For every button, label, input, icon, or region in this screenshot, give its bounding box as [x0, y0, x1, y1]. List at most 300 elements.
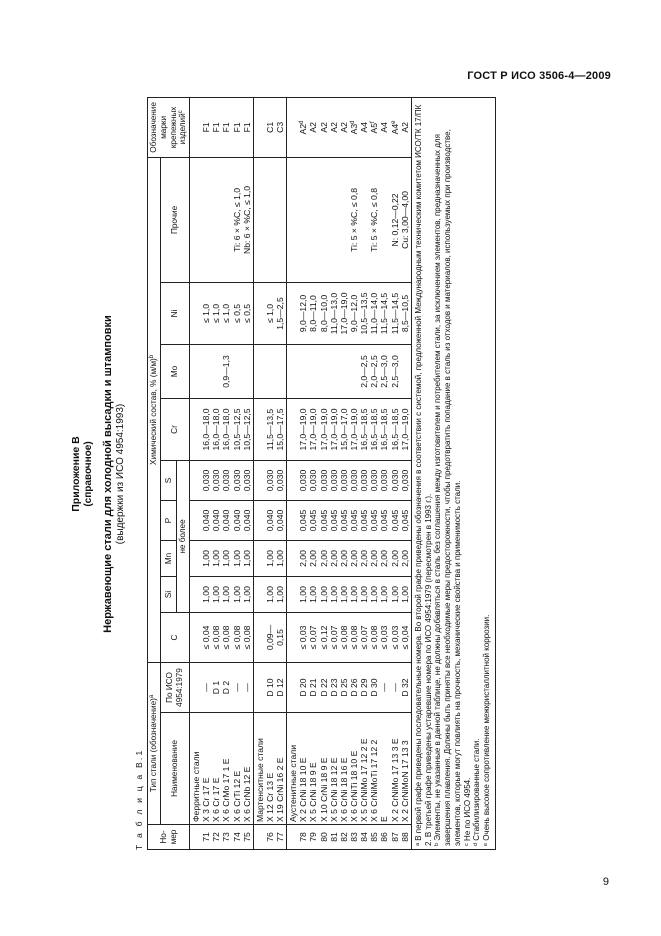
value-ni: ≤ 1,0	[211, 303, 222, 324]
cell-cr	[253, 398, 286, 460]
value-s: 0,030	[318, 469, 329, 492]
rotated-content	[70, 98, 540, 850]
value-mark: C3	[275, 121, 286, 133]
value-s: 0,030	[338, 469, 349, 492]
value-si: 1,00	[264, 586, 275, 603]
cell-s	[189, 460, 253, 500]
value-mn: 1,00	[241, 550, 252, 567]
cell-names	[253, 713, 286, 825]
value-iso: D 26	[349, 678, 360, 697]
value-names: X 6 CrTi 12 E	[231, 770, 242, 822]
value-num: 84	[359, 832, 370, 842]
value-mn: 1,00	[275, 550, 286, 567]
value-s: 0,030	[379, 469, 390, 492]
value-ni: ≤ 0,5	[231, 303, 242, 324]
value-cr: 16,0—18,0	[201, 408, 212, 451]
value-mo	[349, 347, 359, 396]
value-ni: 9,0—12,0	[349, 294, 360, 333]
value-ni: 8,0—10,0	[318, 294, 329, 333]
value-num: 71	[201, 832, 212, 842]
value-mn: 1,00	[231, 550, 242, 567]
cell-p	[189, 500, 253, 540]
col-mo: Mo	[160, 344, 189, 398]
value-cr: 10,5—12,5	[241, 408, 252, 451]
value-num: 81	[328, 832, 339, 842]
cell-mn	[253, 540, 286, 576]
value-c: ≤ 0,08	[231, 625, 242, 650]
footnote-c: ᶜ Не по ИСО 4954.	[462, 777, 472, 846]
cell-cr	[287, 398, 412, 460]
value-mark: A3$^d$	[349, 120, 360, 135]
value-c: ≤ 0,04	[399, 625, 410, 650]
value-mo	[329, 347, 339, 396]
value-ni: ≤ 1,0	[264, 303, 275, 324]
value-p: 0,045	[349, 509, 360, 532]
value-ni: 10,5—13,5	[359, 292, 370, 335]
value-iso: —	[379, 683, 390, 692]
cell-p	[287, 500, 412, 540]
value-other	[319, 160, 329, 280]
value-iso: D 22	[318, 678, 329, 697]
value-cr: 11,5—13,5	[264, 408, 275, 451]
value-cr: 17,0—19,0	[298, 408, 309, 451]
value-c: ≤ 0,08	[338, 625, 349, 650]
value-c: ≤ 0,08	[221, 625, 232, 650]
value-si: 1,00	[318, 586, 329, 603]
value-si: 1,00	[211, 586, 222, 603]
value-mo: 2,5—3,0	[379, 355, 390, 388]
value-si: 1,00	[241, 586, 252, 603]
value-num: 75	[241, 832, 252, 842]
value-cr: 17,0—19,0	[399, 408, 410, 451]
table-label: Т а б л и ц а В.1	[134, 748, 145, 850]
value-c: ≤ 0,03	[298, 625, 309, 650]
value-ni: 9,0—12,0	[298, 294, 309, 333]
steel-table	[147, 97, 496, 850]
value-mo	[298, 347, 308, 396]
value-other	[265, 160, 275, 280]
cell-ni	[189, 282, 253, 344]
value-s: 0,030	[264, 469, 275, 492]
cell-iso	[287, 662, 412, 712]
cell-ni	[287, 282, 412, 344]
cell-num	[189, 825, 253, 850]
value-mn: 2,00	[338, 550, 349, 567]
value-si: 1,00	[328, 586, 339, 603]
cell-mn	[189, 540, 253, 576]
value-s: 0,030	[241, 469, 252, 492]
appendix-status: (справочное)	[83, 441, 95, 507]
value-iso: D 10	[264, 678, 275, 697]
value-c: ≤ 0,08	[241, 625, 252, 650]
value-other: Nb: 6 × %C, ≤ 1,0	[241, 185, 252, 254]
value-mo	[400, 347, 410, 396]
value-ni: 11,5—14,5	[389, 292, 400, 335]
value-names: X 10 CrNi 18 9 E	[318, 757, 329, 822]
value-other	[201, 160, 211, 280]
value-num: 85	[369, 832, 380, 842]
value-num: 83	[349, 832, 360, 842]
value-mo	[275, 347, 285, 396]
value-c: ≤ 0,07	[308, 625, 319, 650]
value-iso: D 21	[308, 678, 319, 697]
cell-c	[287, 612, 412, 662]
cell-mo	[287, 344, 412, 398]
value-mn: 2,00	[389, 550, 400, 567]
value-names: X 6 CrNi 18 16 E	[338, 757, 349, 822]
value-other	[298, 160, 308, 280]
value-names: X 6 CrMo 17 1 E	[221, 758, 232, 822]
value-si: 1,00	[359, 586, 370, 603]
value-cr: 15,0—17,5	[275, 408, 286, 451]
value-num: 86	[379, 832, 390, 842]
value-s: 0,030	[221, 469, 232, 492]
value-c: ≤ 0,04	[201, 625, 212, 650]
footnote-b: ᵇ Элементы, не указанные в данной таблице, не должны добавляться в сталь без соглашения между изготовителем и потребителем стали, за исключением элементов, предназначенных для завершения плавления. Должны быть приняты все необходимые меры предосторожности, чтобы предотвратить попадание в сталь из отходов и материалов, используемых при производстве, элементов, которые могут повлиять на прочность, механические свойства и применимость стали.	[433, 129, 462, 846]
value-mn: 2,00	[328, 550, 339, 567]
value-mark: A2	[399, 122, 410, 133]
value-si: 1,00	[399, 586, 410, 603]
value-cr: 17,0—19,0	[318, 408, 329, 451]
cell-num	[253, 825, 286, 850]
value-names: X 6 CrNb 12 E	[241, 766, 252, 822]
value-names: E	[379, 816, 390, 822]
value-mark: F1	[211, 122, 222, 133]
value-si: 1,00	[221, 586, 232, 603]
col-other: Прочие	[160, 157, 189, 282]
value-other: Ti: 6 × %C, ≤ 1,0	[231, 188, 242, 252]
cell-s	[287, 460, 412, 500]
value-c: 0,15	[275, 629, 286, 646]
value-ni: ≤ 1,0	[201, 303, 212, 324]
value-mo	[232, 347, 242, 396]
value-p: 0,045	[298, 509, 309, 532]
value-mark: A2$^d$	[298, 120, 309, 135]
col-mn: Mn	[160, 540, 176, 576]
value-s: 0,030	[359, 469, 370, 492]
value-other	[379, 160, 389, 280]
value-iso: D 12	[275, 678, 286, 697]
value-iso: D 23	[328, 678, 339, 697]
value-s: 0,030	[399, 469, 410, 492]
value-mo: 0,9—1,3	[221, 355, 232, 388]
value-num: 82	[338, 832, 349, 842]
value-other: N: 0,12—0,22	[389, 193, 400, 247]
value-si: 1,00	[369, 586, 380, 603]
value-mn: 2,00	[359, 550, 370, 567]
value-mn: 1,00	[201, 550, 212, 567]
value-p: 0,045	[369, 509, 380, 532]
value-iso: D 1	[211, 680, 222, 695]
value-c: ≤ 0,08	[369, 625, 380, 650]
value-num: 77	[275, 832, 286, 842]
cell-c	[253, 612, 286, 662]
value-mark: F1	[231, 122, 242, 133]
value-mo	[211, 347, 221, 396]
value-other	[275, 160, 285, 280]
value-mo	[308, 347, 318, 396]
value-other: Ti: 5 × %C, ≤ 0,8	[349, 188, 360, 252]
value-s: 0,030	[231, 469, 242, 492]
value-iso: D 32	[399, 678, 410, 697]
value-cr: 16,0—18,0	[221, 408, 232, 451]
table-row	[189, 97, 253, 849]
value-names: X 2 CrNiMo 17 13 3 E	[389, 738, 400, 822]
value-num: 76	[264, 832, 275, 842]
footnote-d: ᵈ Стабилизированные стали.	[472, 738, 482, 846]
value-mo: 2,5—3,0	[389, 355, 400, 388]
value-iso: D 2	[221, 680, 232, 695]
col-name: Наименование	[160, 713, 189, 825]
value-other	[359, 160, 369, 280]
value-iso: —	[201, 683, 212, 692]
value-mark: A4e	[389, 120, 400, 135]
cell-other	[287, 157, 412, 282]
value-ni: 11,5—14,5	[379, 292, 390, 335]
group-name: Ферритные стали	[190, 751, 201, 822]
value-mn: 1,00	[221, 550, 232, 567]
cell-c	[189, 612, 253, 662]
value-cr: 10,5—12,5	[231, 408, 242, 451]
value-ni: 11,0—14,0	[369, 292, 380, 335]
table-body	[189, 97, 411, 849]
value-other	[329, 160, 339, 280]
value-cr: 17,0—19,0	[328, 408, 339, 451]
appendix-heading	[70, 98, 128, 850]
value-num: 78	[298, 832, 309, 842]
value-mark: A4	[359, 122, 370, 133]
table-row	[287, 97, 412, 849]
value-si: 1,00	[298, 586, 309, 603]
footnote-e: ᵉ Очень высокое сопротивление межкристаллитной коррозии.	[482, 614, 492, 846]
value-p: 0,045	[379, 509, 390, 532]
value-mo	[201, 347, 211, 396]
value-s: 0,030	[308, 469, 319, 492]
value-cr: 15,0—17,0	[338, 408, 349, 451]
cell-p	[253, 500, 286, 540]
col-chem-group: Химический состав, % $(м/м)^b$	[148, 157, 161, 662]
value-ni: 8,0—11,0	[308, 295, 319, 332]
cell-mark	[287, 97, 412, 157]
value-names: X 2 CrNiMoN 17 13 3	[399, 740, 410, 822]
value-si: 1,00	[275, 586, 286, 603]
value-mark: A2	[338, 122, 349, 133]
cell-other	[189, 157, 253, 282]
value-p: 0,045	[338, 509, 349, 532]
value-mark: F1	[221, 122, 232, 133]
value-iso: —	[241, 683, 252, 692]
value-c: ≤ 0,03	[379, 625, 390, 650]
value-s: 0,030	[201, 469, 212, 492]
value-mn: 1,00	[264, 550, 275, 567]
value-c: 0,09—	[264, 624, 275, 651]
value-iso: D 29	[359, 678, 370, 697]
value-names: X 6 CrNiTi 18 10 E	[349, 750, 360, 822]
value-s: 0,030	[389, 469, 400, 492]
cell-iso	[189, 662, 253, 712]
value-mark: C1	[264, 121, 275, 133]
value-s: 0,030	[369, 469, 380, 492]
value-mn: 2,00	[308, 550, 319, 567]
cell-mo	[253, 344, 286, 398]
value-si: 1,00	[379, 586, 390, 603]
value-c: ≤ 0,07	[328, 625, 339, 650]
value-names: X 5 CrNi 18 12 E	[328, 757, 339, 822]
cell-names	[189, 713, 253, 825]
value-mn: 2,00	[349, 550, 360, 567]
value-names: X 6 CrNiMoTi 17 12 2	[369, 739, 380, 822]
value-num: 72	[211, 832, 222, 842]
value-p: 0,040	[211, 509, 222, 532]
value-c: ≤ 0,08	[211, 625, 222, 650]
value-si: 1,00	[231, 586, 242, 603]
value-p: 0,045	[308, 509, 319, 532]
cell-names	[287, 713, 412, 825]
col-not-more: не более	[177, 460, 190, 612]
cell-si	[287, 576, 412, 612]
value-other	[221, 160, 231, 280]
value-p: 0,045	[318, 509, 329, 532]
value-c: ≤ 0,08	[349, 625, 360, 650]
value-ni: 11,0—13,0	[328, 292, 339, 335]
value-s: 0,030	[349, 469, 360, 492]
value-mark: A4	[379, 122, 390, 133]
value-cr: 16,5—18,5	[379, 408, 390, 451]
value-cr: 17,0—19,0	[308, 408, 319, 451]
cell-mark	[189, 97, 253, 157]
value-s: 0,030	[328, 469, 339, 492]
value-other	[339, 160, 349, 280]
value-num: 79	[308, 832, 319, 842]
value-s: 0,030	[298, 469, 309, 492]
group-name: Мартенситные стали	[254, 738, 265, 822]
value-mo	[265, 347, 275, 396]
value-mo: 2,0—2,5	[359, 355, 370, 388]
value-p: 0,040	[201, 509, 212, 532]
value-mo	[242, 347, 252, 396]
cell-mo	[189, 344, 253, 398]
cell-mark	[253, 97, 286, 157]
cell-s	[253, 460, 286, 500]
col-iso: По ИСО 4954:1979	[160, 662, 189, 712]
value-mark: A2	[318, 122, 329, 133]
value-other	[211, 160, 221, 280]
value-mark: A2	[308, 122, 319, 133]
value-ni: 8,5—10,5	[399, 294, 410, 333]
value-c: ≤ 0,12	[318, 625, 329, 650]
value-si: 1,00	[338, 586, 349, 603]
value-other: Cu: 3,00—4,00	[399, 191, 410, 249]
value-mark: F1	[241, 122, 252, 133]
cell-si	[189, 576, 253, 612]
value-iso: D 30	[369, 678, 380, 697]
value-cr: 17,0—19,0	[349, 408, 360, 451]
value-num: 88	[399, 832, 410, 842]
appendix-excerpt: (выдержки из ИСО 4954:1993)	[115, 403, 127, 545]
cell-num	[287, 825, 412, 850]
value-cr: 16,5—18,5	[389, 408, 400, 451]
value-c: ≤ 0,07	[359, 625, 370, 650]
cell-iso	[253, 662, 286, 712]
value-mark: A5$^f$	[369, 121, 380, 134]
value-s: 0,030	[211, 469, 222, 492]
col-cr: Cr	[160, 398, 189, 460]
col-si: Si	[160, 576, 176, 612]
value-iso: D 20	[298, 678, 309, 697]
value-mo	[319, 347, 329, 396]
value-num: 80	[318, 832, 329, 842]
value-ni: ≤ 0,5	[241, 303, 252, 324]
value-other	[308, 160, 318, 280]
value-p: 0,040	[231, 509, 242, 532]
value-si: 1,00	[349, 586, 360, 603]
value-mo	[339, 347, 349, 396]
cell-other	[253, 157, 286, 282]
appendix-label: Приложение В	[70, 436, 82, 512]
footnote-a: ᵃ В первой графе приведены последовательные номера. Во второй графе приведены обозначения в соответствии с системой, предложенной Международным техническим комитетом ИСО/ТК 17/ПК 2. В третьей графе приведены устаревшие номера по ИСО 4954:1979 (пересмотрен в 1993 г.).	[413, 104, 433, 846]
value-other: Ti: 5 × %C, ≤ 0,8	[369, 188, 380, 252]
value-ni: 1,5—2,5	[275, 297, 286, 330]
value-names: X 5 CrNi 18 9 E	[308, 762, 319, 822]
page-number: 9	[602, 876, 609, 888]
col-number: Но-мер	[148, 825, 190, 850]
col-type-group: Тип стали (обозначение)$^a$	[148, 662, 161, 824]
value-si: 1,00	[201, 586, 212, 603]
value-mn: 2,00	[318, 550, 329, 567]
value-names: X 2 CrNi 18 10 E	[298, 757, 309, 822]
value-p: 0,040	[264, 509, 275, 532]
value-p: 0,040	[275, 509, 286, 532]
value-p: 0,040	[221, 509, 232, 532]
table-footnotes	[411, 97, 495, 849]
value-iso: D 25	[338, 678, 349, 697]
value-names: X 5 CrNiMo 17 12 2 E	[359, 738, 370, 822]
standard-header: ГОСТ Р ИСО 3506-4—2009	[467, 70, 611, 82]
col-p: P	[160, 500, 176, 540]
value-names: X 6 Cr 17 E	[211, 777, 222, 822]
cell-ni	[253, 282, 286, 344]
value-si: 1,00	[389, 586, 400, 603]
table-row	[253, 97, 286, 849]
value-cr: 16,5—18,5	[359, 408, 370, 451]
value-names: X 12 Cr 13 E	[264, 772, 275, 822]
group-name: Аустенитные стали	[288, 744, 299, 822]
value-p: 0,045	[399, 509, 410, 532]
col-ni: Ni	[160, 282, 189, 344]
col-c: C	[160, 612, 189, 662]
value-mo: 2,0—2,5	[369, 355, 380, 388]
value-ni: ≤ 1,0	[221, 303, 232, 324]
value-mark: F1	[201, 122, 212, 133]
value-num: 87	[389, 832, 400, 842]
cell-si	[253, 576, 286, 612]
value-mn: 2,00	[379, 550, 390, 567]
value-p: 0,040	[241, 509, 252, 532]
value-c: ≤ 0,03	[389, 625, 400, 650]
value-cr: 16,5—18,5	[369, 408, 380, 451]
value-mn: 2,00	[399, 550, 410, 567]
col-mark: Обозначение марки крепежных изделий$^c$	[148, 97, 190, 157]
value-iso: —	[389, 683, 400, 692]
value-mn: 2,00	[369, 550, 380, 567]
value-names: X 3 Cr 17 E	[201, 777, 212, 822]
value-si: 1,00	[308, 586, 319, 603]
appendix-title: Нержавеющие стали для холодной высадки и штамповки	[102, 315, 115, 633]
value-num: 73	[221, 832, 232, 842]
value-mn: 1,00	[211, 550, 222, 567]
value-iso: —	[231, 683, 242, 692]
value-p: 0,045	[359, 509, 370, 532]
